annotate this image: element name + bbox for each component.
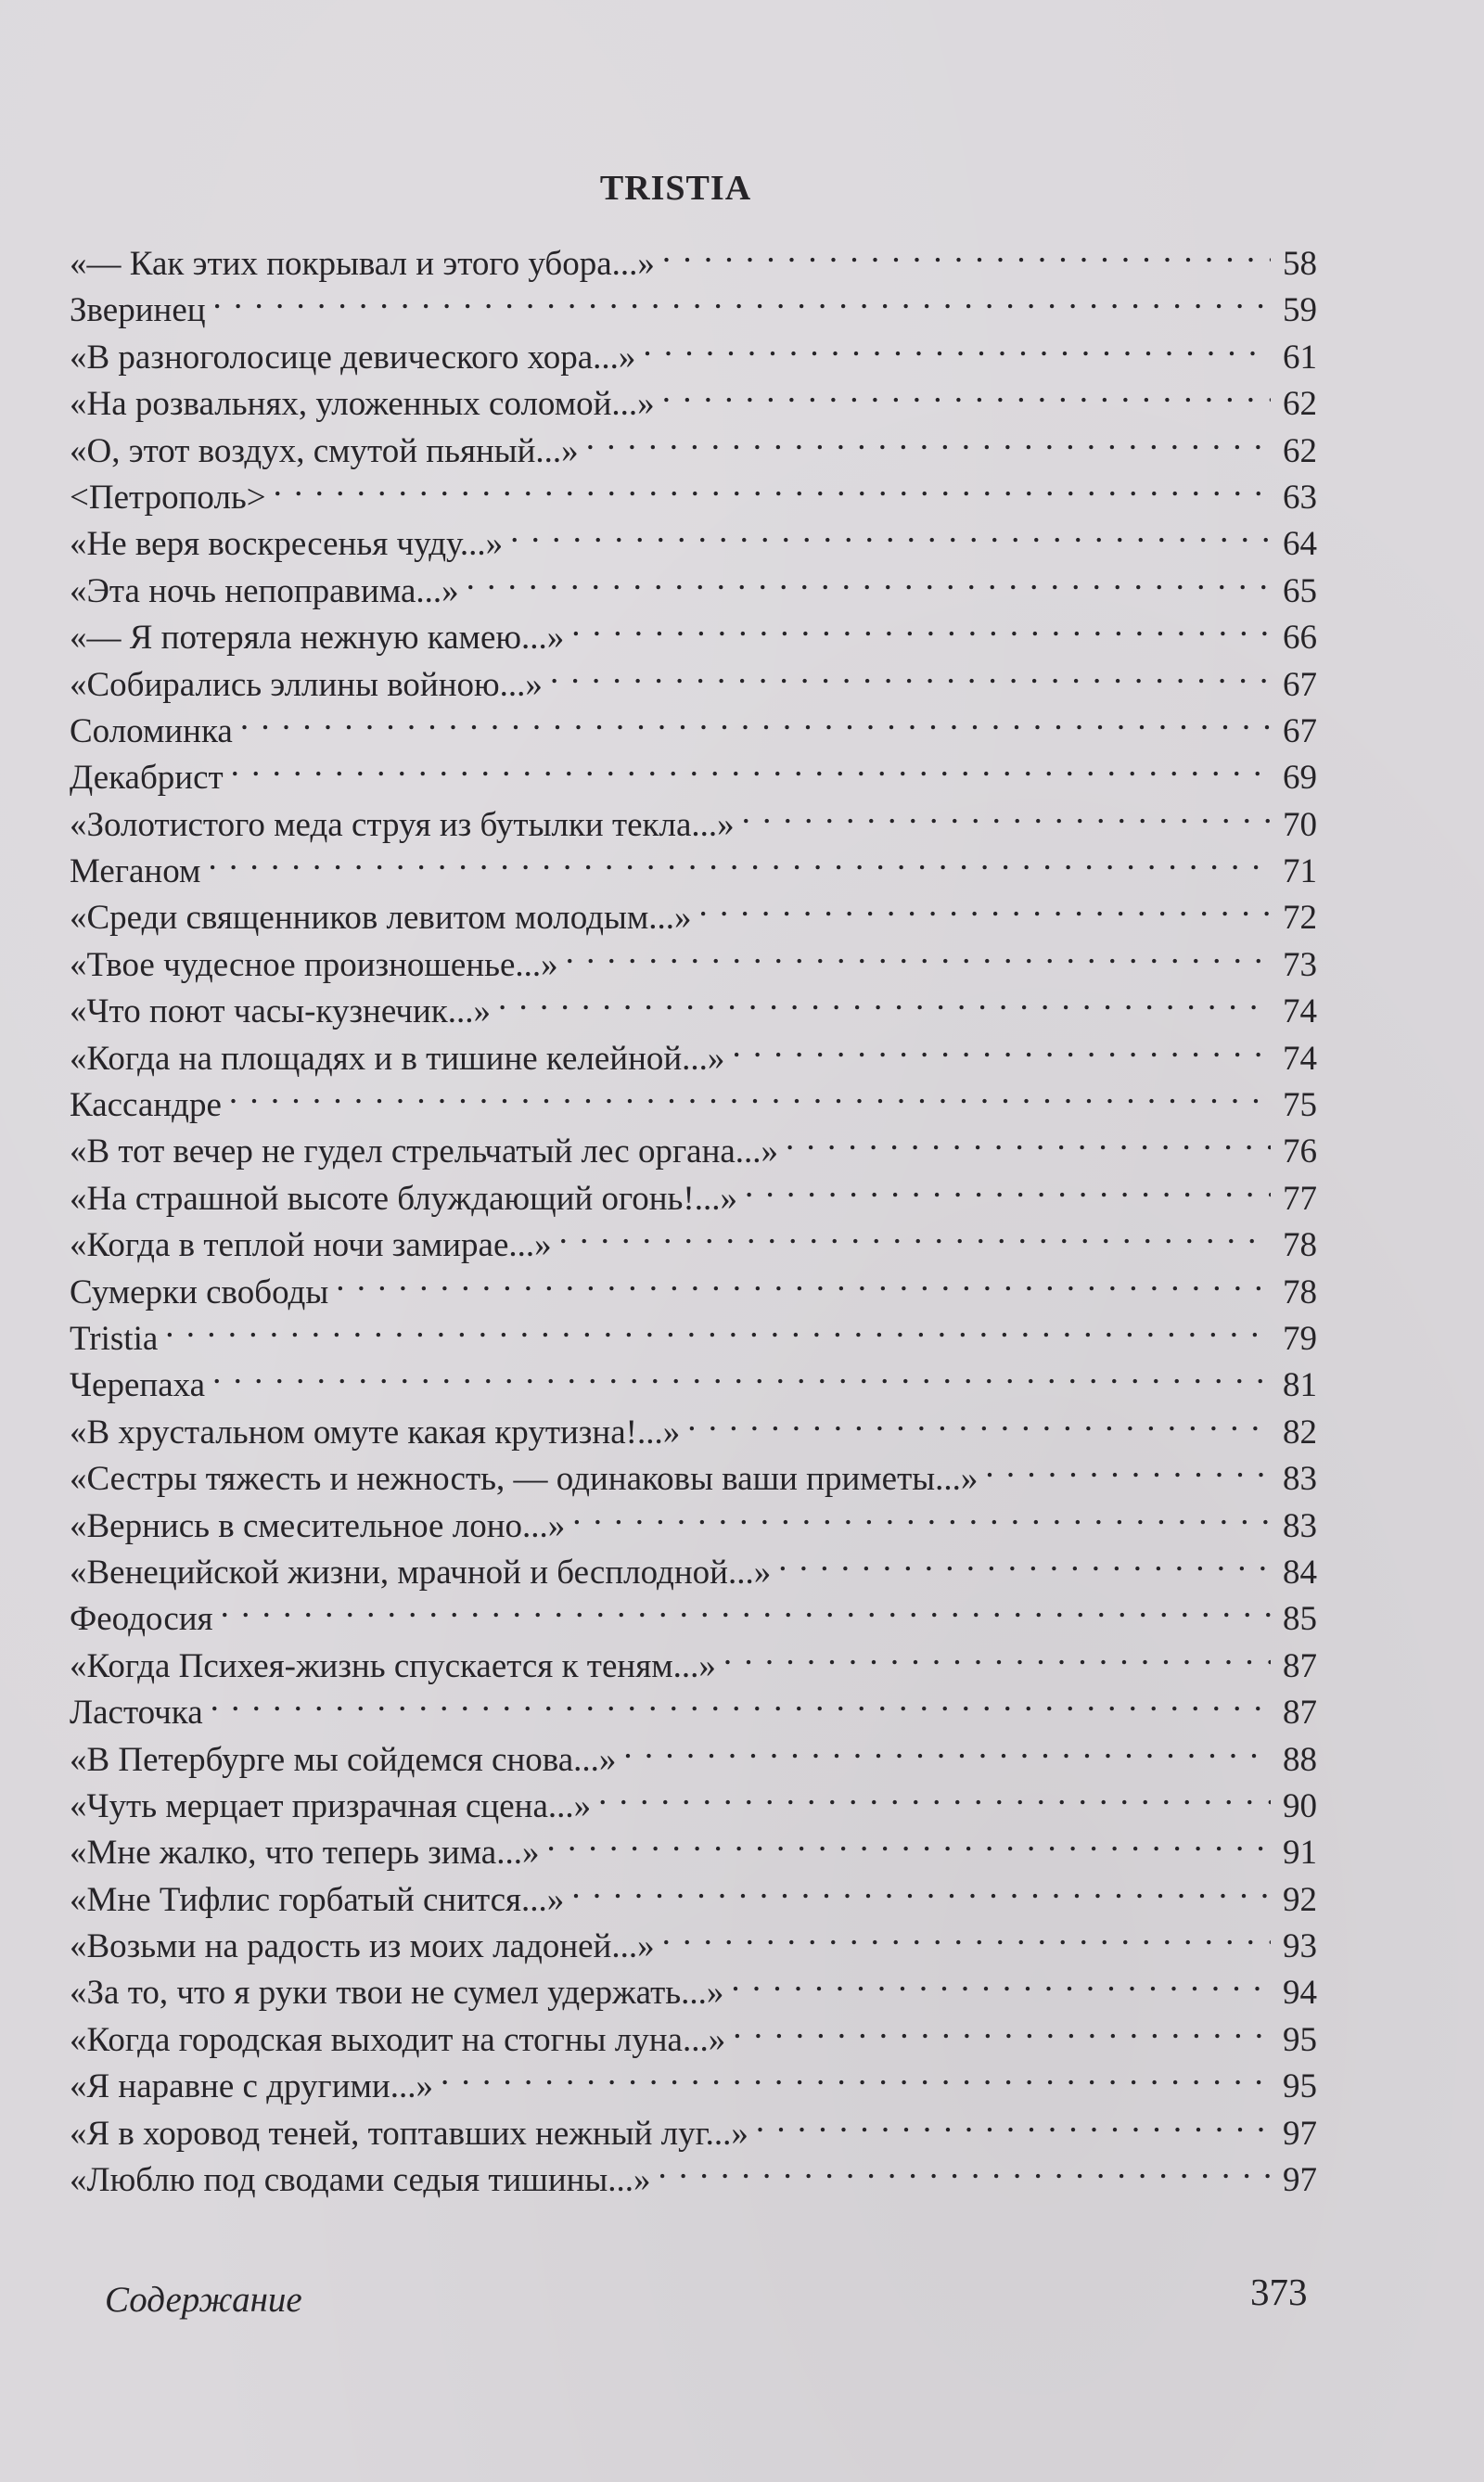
toc-entry-title: «За то, что я руки твои не сумел удержать...»	[70, 1974, 724, 2013]
toc-dot-leader	[786, 1116, 1271, 1162]
table-of-contents	[70, 228, 1317, 2200]
toc-dot-leader	[510, 508, 1271, 555]
toc-entry-title: «В разноголосице девического хора...»	[70, 338, 636, 377]
toc-entry-page: 72	[1283, 899, 1317, 938]
toc-dot-leader	[546, 1817, 1271, 1863]
toc-entry-title: «Мне жалко, что теперь зима...»	[70, 1834, 540, 1873]
toc-entry-page: 97	[1283, 2114, 1317, 2153]
toc-entry-page: 74	[1283, 992, 1317, 1031]
toc-entry-title: «Когда в теплой ночи замирае...»	[70, 1226, 552, 1265]
toc-entry-title: «Я наравне с другими...»	[70, 2067, 433, 2106]
toc-dot-leader	[441, 2051, 1271, 2097]
toc-entry-page: 91	[1283, 1834, 1317, 1873]
toc-entry-title: «Чуть мерцает призрачная сцена...»	[70, 1786, 592, 1825]
toc-entry-title: «Когда городская выходит на стогны луна...»	[70, 2020, 726, 2059]
toc-entry-page: 83	[1283, 1460, 1317, 1499]
toc-entry-title: «Не веря воскресенья чуду...»	[70, 525, 504, 564]
toc-dot-leader	[229, 1069, 1271, 1116]
toc-entry-page: 75	[1283, 1086, 1317, 1125]
toc-entry-title: Черепаха	[70, 1366, 206, 1405]
toc-entry	[70, 1116, 1317, 1171]
toc-entry	[70, 275, 1317, 330]
toc-entry-page: 78	[1283, 1273, 1317, 1311]
toc-dot-leader	[623, 1724, 1271, 1771]
toc-dot-leader	[662, 228, 1271, 275]
toc-entry-page: 69	[1283, 759, 1317, 798]
toc-entry-page: 62	[1283, 431, 1317, 470]
toc-entry-page: 95	[1283, 2020, 1317, 2059]
toc-entry-title: Зверинец	[70, 291, 206, 330]
toc-dot-leader	[211, 1677, 1271, 1723]
toc-entry-title: «Венецийской жизни, мрачной и бесплодной...»	[70, 1553, 772, 1592]
toc-entry-page: 58	[1283, 245, 1317, 283]
toc-entry-title: Декабрист	[70, 759, 224, 798]
toc-entry-page: 62	[1283, 385, 1317, 424]
toc-entry	[70, 228, 1317, 283]
toc-entry-title: Сумерки свободы	[70, 1273, 329, 1311]
toc-entry-page: 63	[1283, 478, 1317, 517]
toc-dot-leader	[208, 836, 1271, 882]
toc-entry-page: 71	[1283, 852, 1317, 891]
toc-entry-page: 66	[1283, 619, 1317, 658]
toc-dot-leader	[732, 1023, 1271, 1069]
toc-entry-page: 83	[1283, 1506, 1317, 1545]
toc-entry-title: «— Как этих покрывал и этого убора...»	[70, 245, 655, 283]
toc-dot-leader	[659, 2144, 1271, 2191]
toc-entry-page: 79	[1283, 1319, 1317, 1358]
toc-entry-title: «Твое чудесное произношенье...»	[70, 945, 558, 984]
toc-entry-page: 81	[1283, 1366, 1317, 1405]
toc-dot-leader	[742, 789, 1271, 836]
toc-entry-title: «Что поют часы-кузнечик...»	[70, 992, 491, 1031]
toc-entry-page: 88	[1283, 1740, 1317, 1779]
toc-dot-leader	[699, 882, 1271, 928]
toc-entry-page: 78	[1283, 1226, 1317, 1265]
toc-dot-leader	[731, 1957, 1271, 2003]
toc-entry	[70, 1397, 1317, 1452]
toc-entry-title: «В тот вечер не гудел стрельчатый лес органа...»	[70, 1132, 779, 1171]
toc-entry-title: Феодосия	[70, 1600, 213, 1639]
toc-dot-leader	[778, 1537, 1271, 1583]
toc-entry-title: «Вернись в смесительное лоно...»	[70, 1506, 566, 1545]
toc-entry-page: 82	[1283, 1413, 1317, 1452]
toc-entry	[70, 322, 1317, 377]
toc-dot-leader	[274, 462, 1271, 508]
toc-dot-leader	[571, 602, 1271, 648]
toc-entry-title: Соломинка	[70, 711, 233, 750]
toc-entry	[70, 696, 1317, 750]
toc-entry-page: 85	[1283, 1600, 1317, 1639]
toc-dot-leader	[566, 929, 1271, 976]
toc-dot-leader	[985, 1443, 1271, 1490]
toc-entry	[70, 1350, 1317, 1405]
toc-entry-title: «Золотистого меда струя из бутылки текла...»	[70, 805, 735, 844]
toc-entry-page: 97	[1283, 2161, 1317, 2200]
toc-entry-page: 67	[1283, 665, 1317, 704]
toc-entry-title: «Когда на площадях и в тишине келейной...»	[70, 1039, 725, 1078]
toc-dot-leader	[336, 1257, 1271, 1303]
toc-entry-title: «В Петербурге мы сойдемся снова...»	[70, 1740, 617, 1779]
toc-dot-leader	[745, 1163, 1271, 1209]
toc-entry-page: 87	[1283, 1646, 1317, 1685]
toc-entry-title: «Когда Психея-жизнь спускается к теням...»	[70, 1646, 716, 1685]
toc-entry	[70, 1583, 1317, 1639]
toc-dot-leader	[662, 368, 1271, 415]
toc-dot-leader	[165, 1303, 1271, 1350]
toc-dot-leader	[586, 416, 1271, 462]
toc-entry-page: 87	[1283, 1694, 1317, 1733]
toc-dot-leader	[240, 696, 1271, 742]
toc-entry-title: «Люблю под сводами седыя тишины...»	[70, 2161, 651, 2200]
toc-entry-title: «Среди священников левитом молодым...»	[70, 899, 692, 938]
toc-entry-page: 73	[1283, 945, 1317, 984]
toc-entry-page: 65	[1283, 571, 1317, 610]
toc-entry-title: <Петрополь>	[70, 478, 266, 517]
toc-entry-title: «О, этот воздух, смутой пьяный...»	[70, 431, 579, 470]
toc-entry-page: 95	[1283, 2067, 1317, 2106]
toc-dot-leader	[498, 976, 1271, 1022]
toc-entry	[70, 836, 1317, 891]
toc-entry	[70, 789, 1317, 844]
toc-entry-page: 76	[1283, 1132, 1317, 1171]
toc-dot-leader	[550, 649, 1271, 696]
section-title: TRISTIA	[599, 169, 752, 208]
toc-dot-leader	[212, 1350, 1271, 1396]
toc-entry-title: «Я в хоровод теней, топтавших нежный луг...»	[70, 2114, 748, 2153]
toc-dot-leader	[687, 1397, 1271, 1443]
toc-entry-page: 59	[1283, 291, 1317, 330]
toc-dot-leader	[571, 1864, 1271, 1911]
toc-entry	[70, 1069, 1317, 1125]
toc-entry-title: Меганом	[70, 852, 201, 891]
toc-entry-title: «Сестры тяжесть и нежность, — одинаковы ваши приметы...»	[70, 1460, 979, 1499]
toc-entry-title: «Собирались эллины войною...»	[70, 665, 543, 704]
toc-dot-leader	[221, 1583, 1271, 1630]
toc-entry	[70, 882, 1317, 938]
toc-dot-leader	[643, 322, 1271, 368]
toc-entry-page: 92	[1283, 1880, 1317, 1919]
toc-entry-title: «В хрустальном омуте какая крутизна!...»	[70, 1413, 681, 1452]
toc-dot-leader	[231, 742, 1271, 788]
toc-dot-leader	[598, 1771, 1271, 1817]
toc-entry	[70, 1631, 1317, 1685]
toc-entry-title: «На розвальнях, уложенных соломой...»	[70, 385, 655, 424]
footer-page-number: 373	[1250, 2271, 1308, 2313]
toc-entry-page: 61	[1283, 338, 1317, 377]
toc-dot-leader	[559, 1209, 1271, 1256]
toc-dot-leader	[572, 1490, 1271, 1537]
toc-entry-page: 77	[1283, 1179, 1317, 1218]
toc-entry	[70, 1303, 1317, 1358]
toc-entry	[70, 1724, 1317, 1779]
toc-entry-page: 84	[1283, 1553, 1317, 1592]
toc-entry-title: «Мне Тифлис горбатый снится...»	[70, 1880, 565, 1919]
toc-entry-page: 90	[1283, 1786, 1317, 1825]
toc-dot-leader	[756, 2098, 1271, 2144]
toc-dot-leader	[723, 1631, 1271, 1677]
footer-section-label: Содержание	[105, 2280, 302, 2320]
toc-dot-leader	[213, 275, 1271, 321]
toc-entry-page: 93	[1283, 1927, 1317, 1966]
toc-entry-title: «На страшной высоте блуждающий огонь!...»	[70, 1179, 737, 1218]
toc-dot-leader	[467, 556, 1271, 602]
toc-entry	[70, 1677, 1317, 1733]
toc-entry-page: 94	[1283, 1974, 1317, 2013]
toc-dot-leader	[662, 1911, 1271, 1957]
toc-dot-leader	[733, 2004, 1271, 2051]
toc-entry-title: «Эта ночь непоправима...»	[70, 571, 459, 610]
toc-entry-title: Ласточка	[70, 1694, 203, 1733]
toc-entry-page: 74	[1283, 1039, 1317, 1078]
toc-entry-title: Кассандре	[70, 1086, 222, 1125]
toc-entry-page: 70	[1283, 805, 1317, 844]
toc-entry-title: Tristia	[70, 1319, 159, 1358]
toc-entry-page: 67	[1283, 711, 1317, 750]
toc-entry-page: 64	[1283, 525, 1317, 564]
toc-entry	[70, 742, 1317, 798]
toc-entry-title: «Возьми на радость из моих ладоней...»	[70, 1927, 655, 1966]
toc-entry-title: «— Я потеряла нежную камею...»	[70, 619, 565, 658]
